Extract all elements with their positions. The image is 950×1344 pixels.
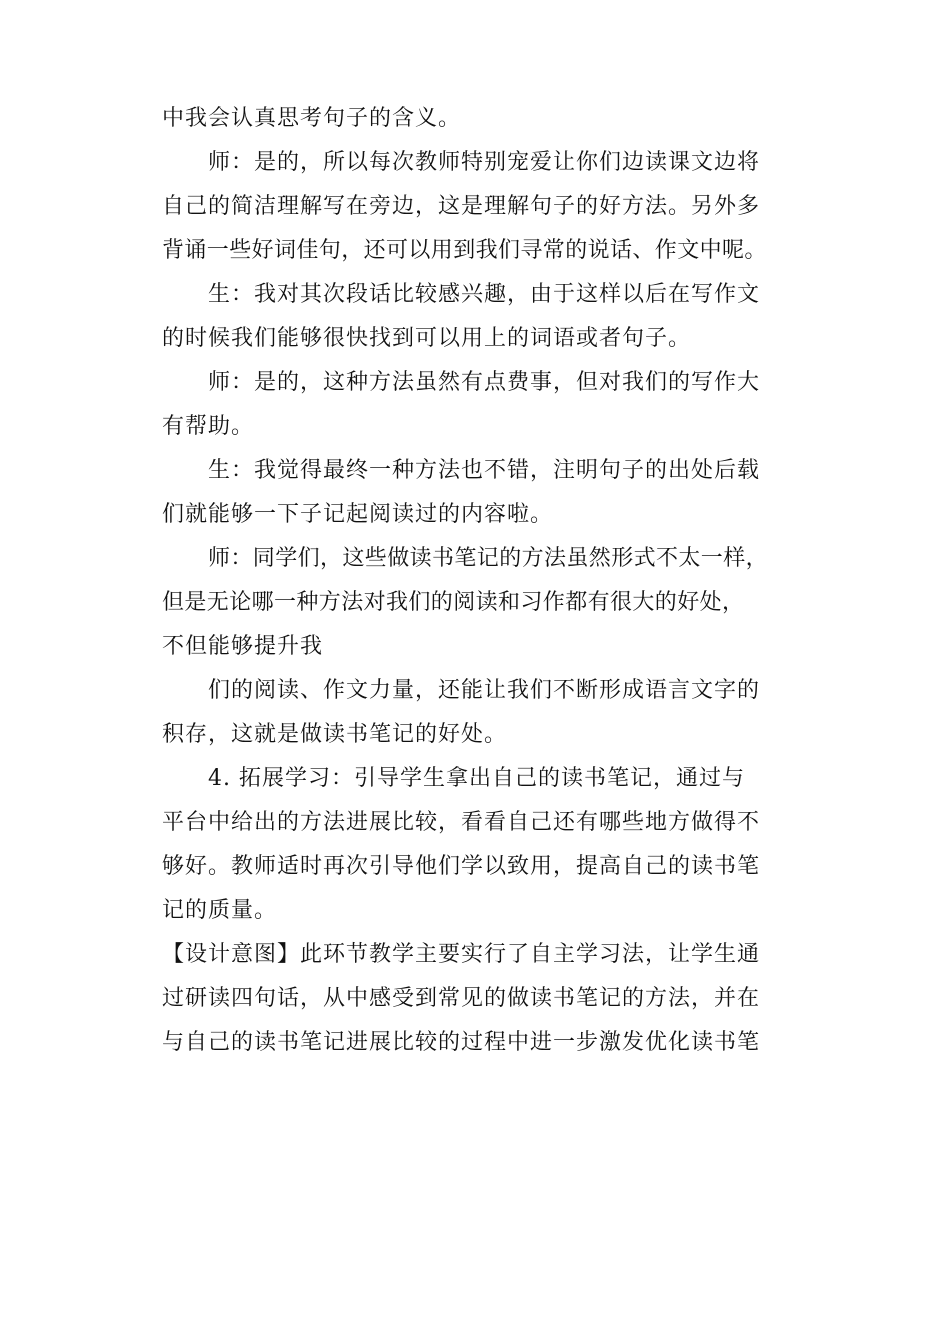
text-line-10: 们就能够一下子记起阅读过的内容啦。 xyxy=(162,502,554,527)
text-line-21: 过研读四句话，从中感受到常见的做读书笔记的方法，并在 xyxy=(162,986,761,1011)
text-line-15: 积存，这就是做读书笔记的好处。 xyxy=(162,722,508,747)
text-line-14: 们的阅读、作文力量，还能让我们不断形成语言文字的 xyxy=(208,678,761,703)
text-line-19: 记的质量。 xyxy=(162,898,278,923)
text-line-4: 背诵一些好词佳句，还可以用到我们寻常的说话、作文中呢。 xyxy=(162,238,767,263)
text-line-1: 中我会认真思考句子的含义。 xyxy=(162,106,462,131)
text-line-22: 与自己的读书笔记进展比较的过程中进一步激发优化读书笔 xyxy=(162,1030,761,1055)
text-line-5: 生：我对其次段话比较感兴趣，由于这样以后在写作文 xyxy=(208,282,761,307)
text-line-20: 【设计意图】此环节教学主要实行了自主学习法，让学生通 xyxy=(162,942,761,967)
text-line-3: 自己的简洁理解写在旁边，这是理解句子的好方法。另外多 xyxy=(162,194,761,219)
text-line-6: 的时候我们能够很快找到可以用上的词语或者句子。 xyxy=(162,326,692,351)
text-line-12: 但是无论哪一种方法对我们的阅读和习作都有很大的好处， xyxy=(162,590,745,615)
text-line-13: 不但能够提升我 xyxy=(162,634,324,659)
text-line-11: 师：同学们，这些做读书笔记的方法虽然形式不太一样， xyxy=(208,546,769,571)
text-line-7: 师：是的，这种方法虽然有点费事，但对我们的写作大 xyxy=(208,370,761,395)
text-line-16: 4. 拓展学习：引导学生拿出自己的读书笔记，通过与 xyxy=(208,766,745,791)
text-line-17: 平台中给出的方法进展比较，看看自己还有哪些地方做得不 xyxy=(162,810,761,835)
text-line-9: 生：我觉得最终一种方法也不错，注明句子的出处后载 xyxy=(208,458,761,483)
text-line-2: 师：是的，所以每次教师特别宠爱让你们边读课文边将 xyxy=(208,150,761,175)
text-line-8: 有帮助。 xyxy=(162,414,255,439)
text-line-18: 够好。教师适时再次引导他们学以致用，提高自己的读书笔 xyxy=(162,854,761,879)
